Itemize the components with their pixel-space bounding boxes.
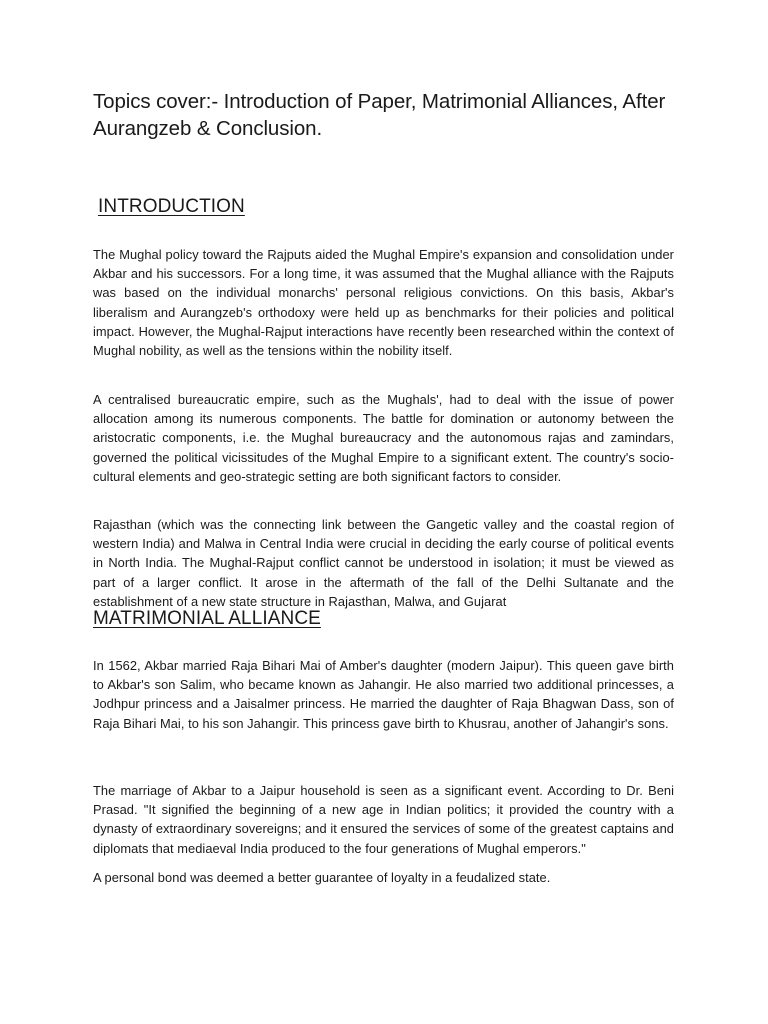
matrimonial-paragraph: The marriage of Akbar to a Jaipur household is seen as a significant event. According to Dr. Beni Prasad. "It signified the beginning of a new age in Indian politics; it provided the country with a dynasty of extraordinary sovereigns; and it ensured the services of some of the greatest captains and diplomats that mediaeval India produced to the four generations of Mughal emperors."	[93, 782, 674, 856]
topics-covered: Topics cover:- Introduction of Paper, Matrimonial Alliances, After Aurangzeb & Conclusion.	[93, 90, 666, 140]
matrimonial-paragraph: In 1562, Akbar married Raja Bihari Mai of Amber's daughter (modern Jaipur). This queen gave birth to Akbar's son Salim, who became known as Jahangir. He also married two additional princesses, a Jodhpur princess and a Jaisalmer princess. He married the daughter of Raja Bhagwan Dass, son of Raja Bihari Mai, to his son Jahangir. This princess gave birth to Khusrau, another of Jahangir's sons.	[93, 657, 674, 731]
introduction-paragraph: Rajasthan (which was the connecting link between the Gangetic valley and the coastal region of western India) and Malwa in Central India were crucial in deciding the early course of political events in North India. The Mughal-Rajput conflict cannot be understood in isolation; it must be viewed as part of a larger conflict. It arose in the aftermath of the fall of the Delhi Sultanate and the establishment of a new state structure in Rajasthan, Malwa, and Gujarat	[93, 516, 674, 610]
introduction-paragraph: A centralised bureaucratic empire, such as the Mughals', had to deal with the issue of power allocation among its numerous components. The battle for domination or autonomy between the aristocratic components, i.e. the Mughal bureaucracy and the autonomous rajas and zamindars, governed the political vicissitudes of the Mughal Empire to a significant extent. The country's socio-cultural elements and geo-strategic setting are both significant factors to consider.	[93, 391, 674, 485]
introduction-paragraph: The Mughal policy toward the Rajputs aided the Mughal Empire's expansion and consolidation under Akbar and his successors. For a long time, it was assumed that the Mughal alliance with the Rajputs was based on the individual monarchs' personal religious convictions. On this basis, Akbar's liberalism and Aurangzeb's orthodoxy were held up as benchmarks for their policies and political impact. However, the Mughal-Rajput interactions have recently been researched within the context of Mughal nobility, as well as the tensions within the nobility itself.	[93, 246, 674, 359]
matrimonial-alliance-heading: MATRIMONIAL ALLIANCE	[93, 608, 321, 629]
introduction-heading: INTRODUCTION	[98, 196, 245, 217]
matrimonial-paragraph: A personal bond was deemed a better guarantee of loyalty in a feudalized state.	[93, 869, 551, 885]
